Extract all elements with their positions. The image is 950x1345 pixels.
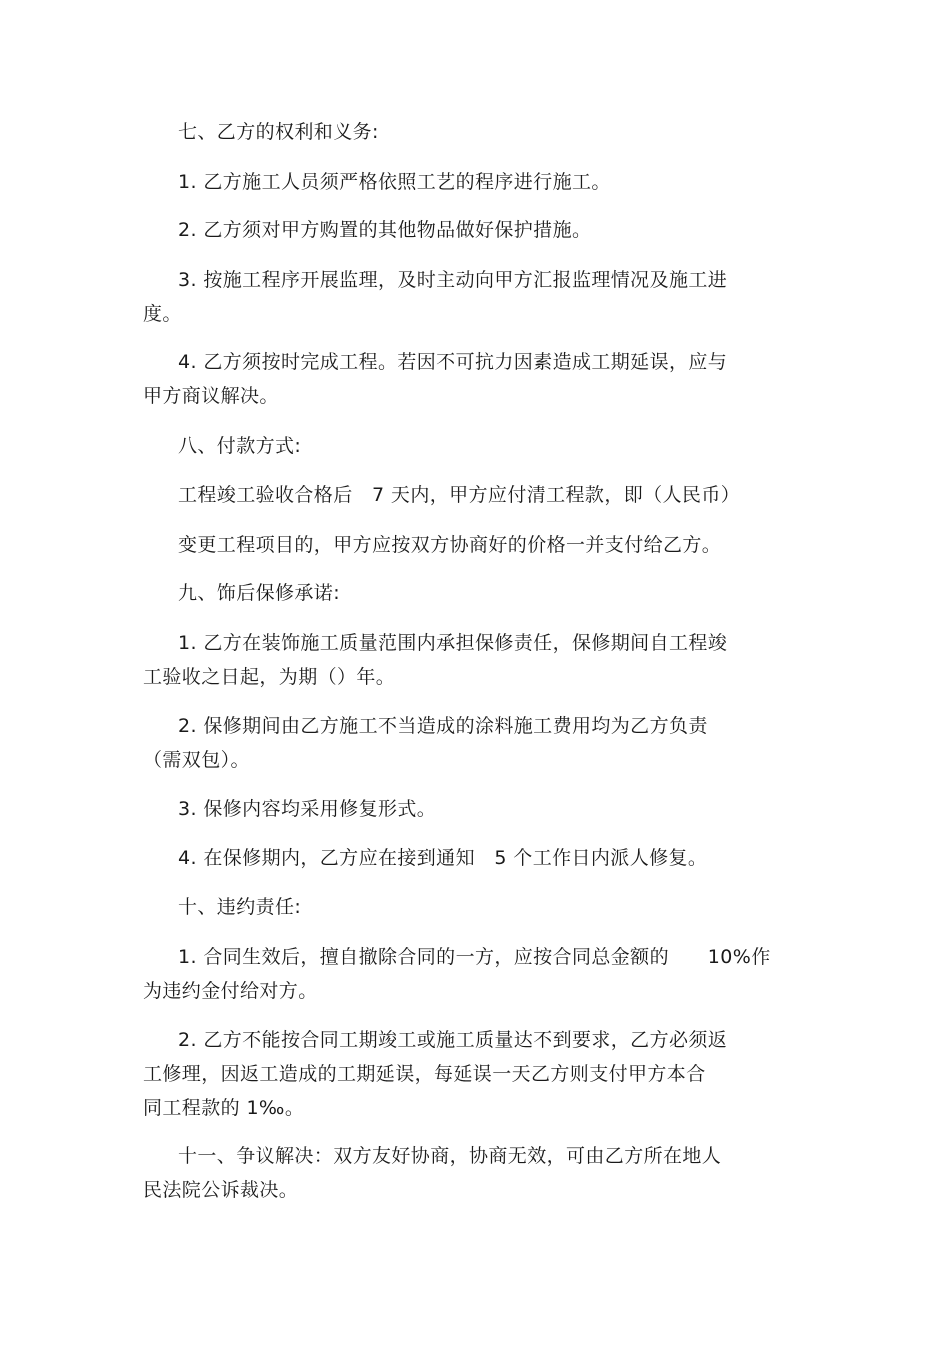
paragraph: 4. 在保修期内，乙方应在接到通知 5 个工作日内派人修复。 (178, 847, 708, 869)
paragraph-line: 工验收之日起，为期（）年。 (143, 666, 396, 688)
paragraph-line: 1. 合同生效后，擅自撤除合同的一方，应按合同总金额的 10%作 (178, 946, 771, 968)
paragraph-line: 同工程款的 1‰。 (143, 1097, 305, 1119)
paragraph-line: 度。 (143, 303, 182, 325)
paragraph-line: 甲方商议解决。 (143, 385, 279, 407)
paragraph-line: 为违约金付给对方。 (143, 980, 318, 1002)
paragraph: 1. 乙方施工人员须严格依照工艺的程序进行施工。 (178, 171, 611, 193)
paragraph-line: 2. 乙方不能按合同工期竣工或施工质量达不到要求，乙方必须返 (178, 1029, 728, 1051)
paragraph-line: 工修理，因返工造成的工期延误，每延误一天乙方则支付甲方本合 (143, 1063, 706, 1085)
paragraph-line: （需双包）。 (143, 749, 250, 771)
section-heading: 七、乙方的权利和义务: (178, 121, 379, 143)
paragraph-line: 2. 保修期间由乙方施工不当造成的涂料施工费用均为乙方负责 (178, 715, 708, 737)
paragraph: 变更工程项目的，甲方应按双方协商好的价格一并支付给乙方。 (178, 534, 722, 556)
paragraph-line: 3. 按施工程序开展监理，及时主动向甲方汇报监理情况及施工进 (178, 269, 728, 291)
section-heading: 九、饰后保修承诺: (178, 582, 341, 604)
paragraph: 工程竣工验收合格后 7 天内，甲方应付清工程款，即（人民币） (178, 484, 741, 506)
paragraph-line: 十一、争议解决：双方友好协商，协商无效，可由乙方所在地人 (178, 1145, 722, 1167)
paragraph: 2. 乙方须对甲方购置的其他物品做好保护措施。 (178, 219, 592, 241)
section-heading: 八、付款方式: (178, 435, 302, 457)
paragraph-line: 1. 乙方在装饰施工质量范围内承担保修责任，保修期间自工程竣 (178, 632, 728, 654)
paragraph-line: 民法院公诉裁决。 (143, 1179, 299, 1201)
section-heading: 十、违约责任: (178, 896, 302, 918)
paragraph-line: 4. 乙方须按时完成工程。若因不可抗力因素造成工期延误，应与 (178, 351, 728, 373)
paragraph: 3. 保修内容均采用修复形式。 (178, 798, 437, 820)
